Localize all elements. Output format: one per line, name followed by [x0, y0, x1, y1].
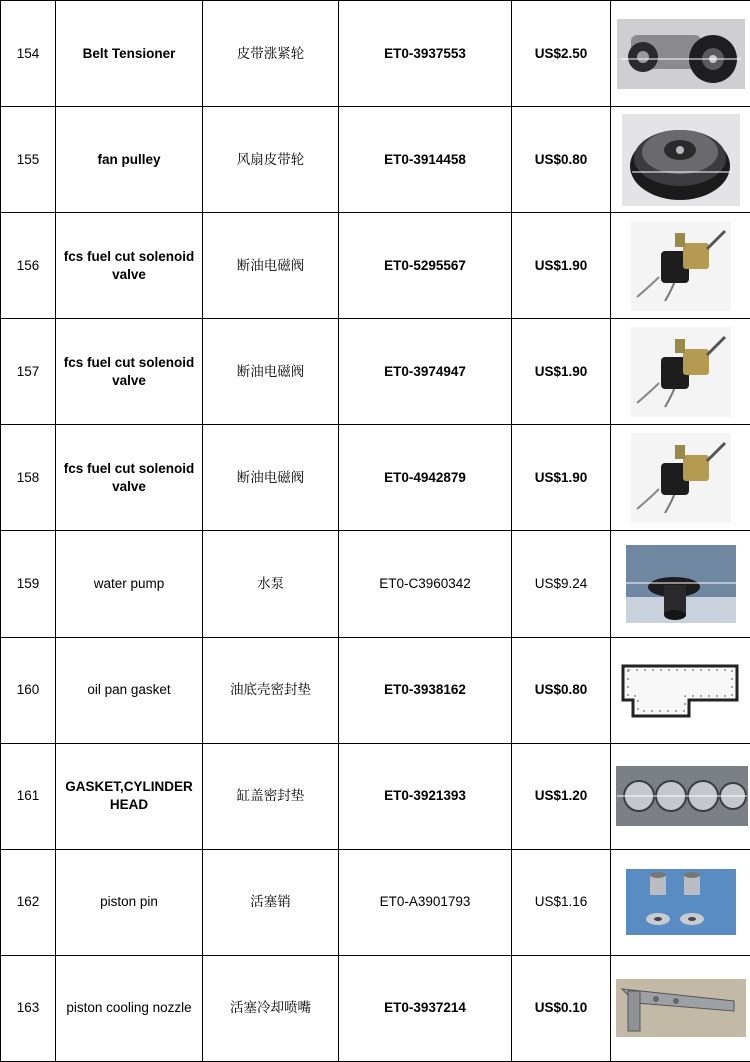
table-row: [1, 425, 750, 531]
price: US$9.24: [512, 531, 611, 637]
part-name-english: piston cooling nozzle: [56, 955, 203, 1061]
price: US$0.10: [512, 955, 611, 1061]
table-row: [1, 955, 750, 1061]
part-number: ET0-3921393: [339, 743, 512, 849]
cylinder-head-gasket-photo: [611, 743, 750, 849]
part-name-english: fcs fuel cut solenoid valve: [56, 319, 203, 425]
part-name-chinese: 水泵: [203, 531, 339, 637]
table-row: [1, 531, 750, 637]
part-name-chinese: 活塞销: [203, 849, 339, 955]
price: US$2.50: [512, 1, 611, 107]
item-number: 157: [1, 319, 56, 425]
part-name-chinese: 油底壳密封垫: [203, 637, 339, 743]
price: US$0.80: [512, 107, 611, 213]
belt-tensioner-photo: [611, 1, 750, 107]
price: US$1.90: [512, 213, 611, 319]
part-name-english: Belt Tensioner: [56, 1, 203, 107]
part-name-chinese: 断油电磁阀: [203, 425, 339, 531]
item-number: 161: [1, 743, 56, 849]
item-number: 154: [1, 1, 56, 107]
part-name-english: fcs fuel cut solenoid valve: [56, 425, 203, 531]
price: US$1.90: [512, 319, 611, 425]
part-name-english: oil pan gasket: [56, 637, 203, 743]
part-number: ET0-3937553: [339, 1, 512, 107]
part-name-english: water pump: [56, 531, 203, 637]
part-number: ET0-5295567: [339, 213, 512, 319]
parts-table-body: [1, 1, 750, 1062]
price: US$1.16: [512, 849, 611, 955]
part-name-english: fan pulley: [56, 107, 203, 213]
price: US$1.20: [512, 743, 611, 849]
table-row: [1, 637, 750, 743]
water-pump-photo: [611, 531, 750, 637]
solenoid-valve-photo: [611, 425, 750, 531]
part-name-chinese: 缸盖密封垫: [203, 743, 339, 849]
table-row: [1, 319, 750, 425]
part-number: ET0-3937214: [339, 955, 512, 1061]
part-name-english: fcs fuel cut solenoid valve: [56, 213, 203, 319]
item-number: 160: [1, 637, 56, 743]
part-number: ET0-3914458: [339, 107, 512, 213]
table-row: [1, 1, 750, 107]
price: US$0.80: [512, 637, 611, 743]
oil-pan-gasket-photo: [611, 637, 750, 743]
part-name-english: piston pin: [56, 849, 203, 955]
fan-pulley-photo: [611, 107, 750, 213]
item-number: 156: [1, 213, 56, 319]
part-number: ET0-C3960342: [339, 531, 512, 637]
part-name-chinese: 断油电磁阀: [203, 213, 339, 319]
item-number: 155: [1, 107, 56, 213]
table-row: [1, 213, 750, 319]
part-name-chinese: 活塞冷却喷嘴: [203, 955, 339, 1061]
part-name-chinese: 断油电磁阀: [203, 319, 339, 425]
solenoid-valve-photo: [611, 213, 750, 319]
item-number: 158: [1, 425, 56, 531]
piston-pin-photo: [611, 849, 750, 955]
item-number: 162: [1, 849, 56, 955]
item-number: 159: [1, 531, 56, 637]
part-name-chinese: 皮带涨紧轮: [203, 1, 339, 107]
part-number: ET0-3974947: [339, 319, 512, 425]
table-row: [1, 849, 750, 955]
solenoid-valve-photo: [611, 319, 750, 425]
part-number: ET0-A3901793: [339, 849, 512, 955]
part-number: ET0-3938162: [339, 637, 512, 743]
item-number: 163: [1, 955, 56, 1061]
part-name-chinese: 风扇皮带轮: [203, 107, 339, 213]
piston-cooling-nozzle-photo: [611, 955, 750, 1061]
table-row: [1, 107, 750, 213]
part-number: ET0-4942879: [339, 425, 512, 531]
price: US$1.90: [512, 425, 611, 531]
part-name-english: GASKET,CYLINDER HEAD: [56, 743, 203, 849]
table-row: [1, 743, 750, 849]
